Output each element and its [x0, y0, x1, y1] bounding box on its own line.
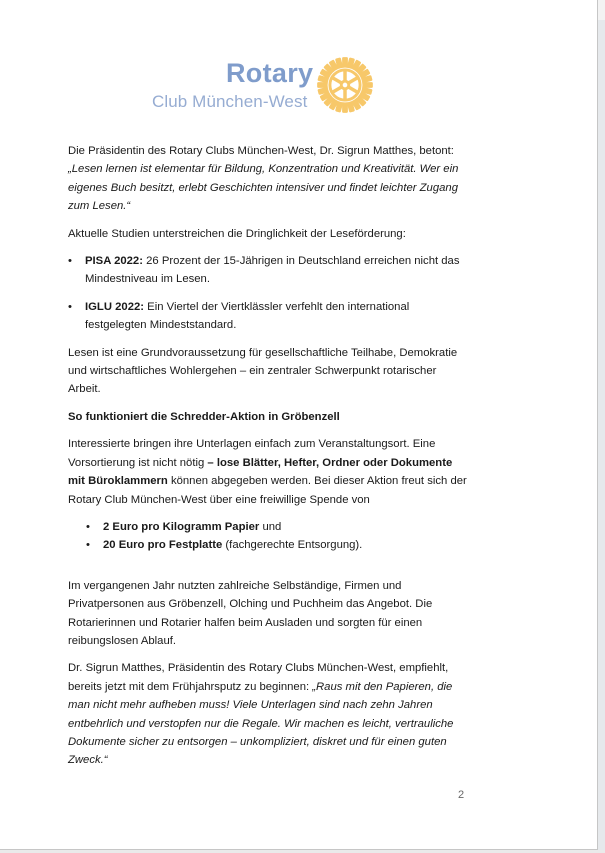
studies-list	[68, 252, 468, 335]
intro-lead: Die Präsidentin des Rotary Clubs München-West, Dr. Sigrun Matthes, betont:	[68, 145, 454, 157]
closing-quote: „Raus mit den Papieren, die man nicht mehr aufheben muss! Viele Unterlagen sind nach zehn Jahren entbehrlich und verstopfen nur die Regale. Wir machen es leicht, vertrauliche Dokumente sicher zu entsorgen – unkompliziert, diskret und für einen guten Zweck.“	[68, 680, 454, 767]
donation-text: (fachgerechte Entsorgung).	[222, 539, 363, 552]
study-label: PISA 2022:	[85, 255, 143, 268]
window-edge	[598, 0, 605, 20]
logo-wordmark: Rotary	[226, 58, 314, 88]
reading-paragraph: Lesen ist eine Grundvoraussetzung für gesellschaftliche Teilhabe, Demokratie und wirtschaftliches Wohlergehen – ein zentraler Schwerpunkt rotarischer Arbeit.	[68, 346, 458, 396]
study-text: 26 Prozent der 15-Jährigen in Deutschland erreichen nicht das Mindestniveau im Lesen.	[85, 255, 460, 286]
donation-list	[68, 518, 468, 555]
intro-paragraph	[68, 142, 468, 216]
logo-club-name: Club München-West	[152, 92, 308, 111]
rotary-logo	[152, 56, 382, 118]
studies-intro: Aktuelle Studien unterstreichen die Dringlichkeit der Leseförderung:	[68, 227, 406, 240]
list-item	[68, 298, 468, 335]
intro-quote: „Lesen lernen ist elementar für Bildung, Konzentration und Kreativität. Wer ein eigenes Buch besitzt, erlebt Geschichten intensiver und findet leichter Zugang zum Lesen.“	[68, 163, 459, 213]
donation-amount: 2 Euro pro Kilogramm Papier	[103, 520, 260, 533]
howto-part1: Interessierte bringen ihre Unterlagen einfach zum Veranstaltungsort. Eine Vorsortierung ist nicht nötig	[68, 438, 436, 469]
section-heading: So funktioniert die Schredder-Aktion in Gröbenzell	[68, 410, 340, 423]
list-item	[68, 252, 468, 289]
rotary-wheel-icon	[316, 56, 374, 114]
donation-amount: 20 Euro pro Festplatte	[103, 539, 223, 552]
document-body	[68, 142, 468, 779]
closing-lead: Dr. Sigrun Matthes, Präsidentin des Rotary Clubs München-West, empfiehlt, bereits jetzt mit dem Frühjahrsputz zu beginnen:	[68, 662, 449, 693]
howto-part2: können abgegeben werden. Bei dieser Aktion freut sich der Rotary Club München-West über eine freiwillige Spende von	[68, 475, 467, 506]
study-text: Ein Viertel der Viertklässler verfehlt den international festgelegten Mindeststandard.	[85, 300, 410, 332]
list-item	[86, 518, 468, 536]
last-year-paragraph: Im vergangenen Jahr nutzten zahlreiche Selbständige, Firmen und Privatpersonen aus Gröbenzell, Olching und Puchheim das Angebot. Die Rotarierinnen und Rotarier halfen beim Ausladen und sorgten für einen reibungslosen Ablauf.	[68, 579, 433, 647]
howto-paragraph	[68, 435, 468, 509]
donation-text: und	[259, 520, 282, 533]
howto-bold: – lose Blätter, Hefter, Ordner oder Dokumente mit Büroklammern	[68, 456, 453, 488]
study-label: IGLU 2022:	[85, 300, 145, 313]
closing-paragraph	[68, 659, 468, 769]
list-item	[86, 536, 468, 554]
page-number: 2	[458, 789, 465, 801]
